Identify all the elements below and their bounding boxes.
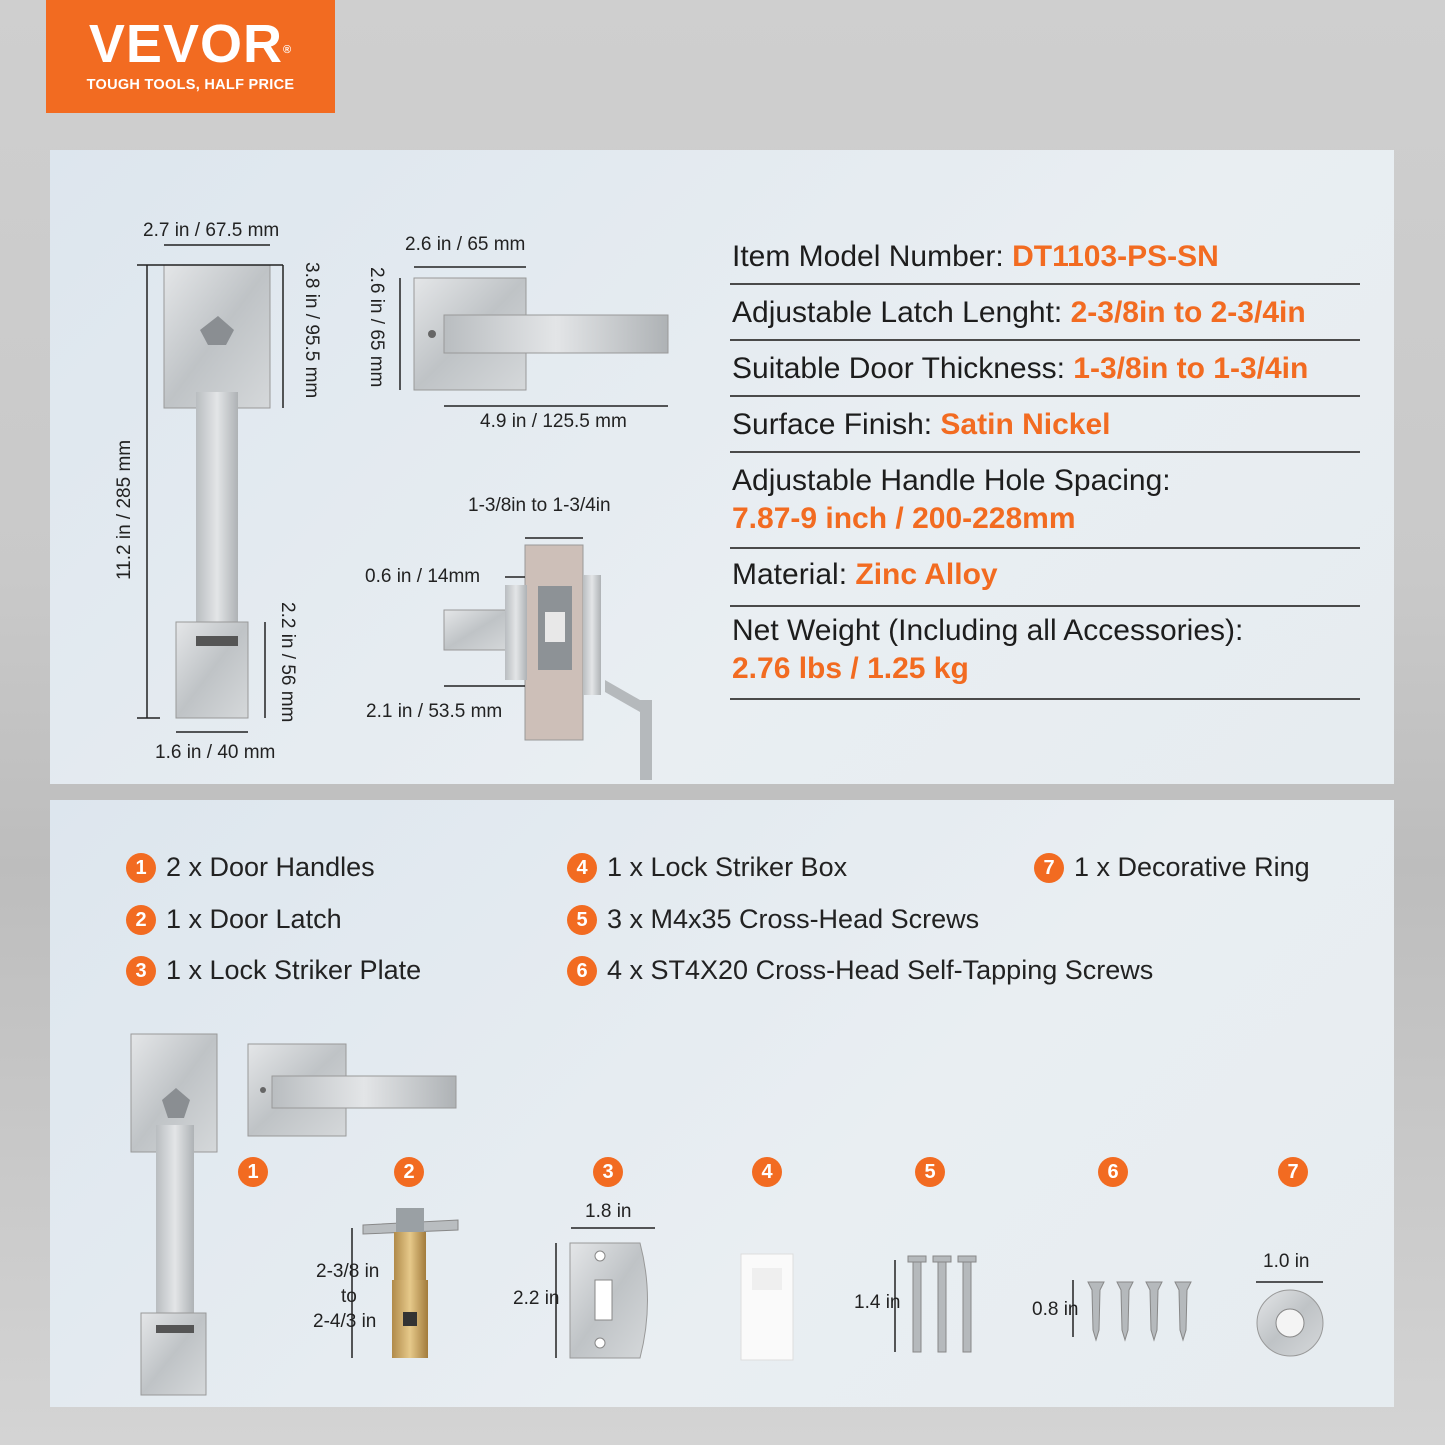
brand-name: VEVOR	[88, 14, 283, 74]
dim-total-height: 11.2 in / 285 mm	[114, 439, 135, 580]
spec-door-thickness: Suitable Door Thickness: 1-3/8in to 1-3/4in	[732, 352, 1309, 385]
part-m4-screws	[908, 1256, 976, 1352]
dim-plate-width: 2.7 in / 67.5 mm	[143, 220, 280, 241]
part-marker-7: 7	[1278, 1157, 1308, 1187]
latch-dim-a: 2-3/8 in	[316, 1261, 380, 1282]
dim-lower-width: 1.6 in / 40 mm	[155, 742, 276, 763]
ring-diameter-dim: 1.0 in	[1263, 1251, 1310, 1272]
part-marker-5: 5	[915, 1157, 945, 1187]
package-item-4: 4 1 x Lock Striker Box	[567, 852, 847, 883]
dim-lever-length: 4.9 in / 125.5 mm	[480, 411, 627, 432]
dim-rosette-width: 2.6 in / 65 mm	[405, 234, 526, 255]
dim-rosette-height: 2.6 in / 65 mm	[366, 267, 387, 388]
dim-spindle: 0.6 in / 14mm	[365, 566, 481, 587]
registered-mark: ®	[282, 44, 293, 56]
spec-material: Material: Zinc Alloy	[732, 558, 998, 591]
package-item-6: 6 4 x ST4X20 Cross-Head Self-Tapping Screws	[567, 955, 1153, 986]
spec-latch-length: Adjustable Latch Lenght: 2-3/8in to 2-3/4in	[732, 296, 1306, 329]
plate-height-dim: 2.2 in	[513, 1288, 560, 1309]
plate-width-dim: 1.8 in	[585, 1201, 632, 1222]
package-item-2: 2 1 x Door Latch	[126, 904, 342, 935]
part-marker-4: 4	[752, 1157, 782, 1187]
dim-plate-height: 3.8 in / 95.5 mm	[301, 262, 322, 399]
spec-weight: Net Weight (Including all Accessories): 2.76 lbs / 1.25 kg	[732, 614, 1244, 685]
part-striker-plate	[570, 1243, 648, 1358]
part-door-latch	[363, 1208, 458, 1358]
part-st4-screws	[1088, 1282, 1191, 1340]
dim-projection: 2.1 in / 53.5 mm	[366, 701, 503, 722]
part-marker-1: 1	[238, 1157, 268, 1187]
package-item-3: 3 1 x Lock Striker Plate	[126, 955, 421, 986]
dim-door-thickness: 1-3/8in to 1-3/4in	[468, 495, 611, 516]
part-decorative-ring	[1257, 1290, 1323, 1356]
part-marker-3: 3	[593, 1157, 623, 1187]
spec-finish: Surface Finish: Satin Nickel	[732, 408, 1111, 441]
parts-dim-lines	[352, 1228, 1323, 1358]
spec-hole-spacing: Adjustable Handle Hole Spacing: 7.87-9 inch / 200-228mm	[732, 464, 1171, 535]
spec-model: Item Model Number: DT1103-PS-SN	[732, 240, 1219, 273]
package-item-5: 5 3 x M4x35 Cross-Head Screws	[567, 904, 979, 935]
dim-lower-height: 2.2 in / 56 mm	[277, 602, 298, 723]
brand-tagline: TOUGH TOOLS, HALF PRICE	[86, 77, 295, 93]
package-item-7: 7 1 x Decorative Ring	[1034, 852, 1310, 883]
package-item-1: 1 2 x Door Handles	[126, 852, 375, 883]
latch-dim-c: 2-4/3 in	[313, 1311, 377, 1332]
st4-length-dim: 0.8 in	[1032, 1299, 1079, 1320]
part-marker-2: 2	[394, 1157, 424, 1187]
latch-dim-b: to	[341, 1286, 357, 1307]
m4-length-dim: 1.4 in	[854, 1292, 901, 1313]
part-striker-box	[741, 1254, 793, 1360]
part-marker-6: 6	[1098, 1157, 1128, 1187]
